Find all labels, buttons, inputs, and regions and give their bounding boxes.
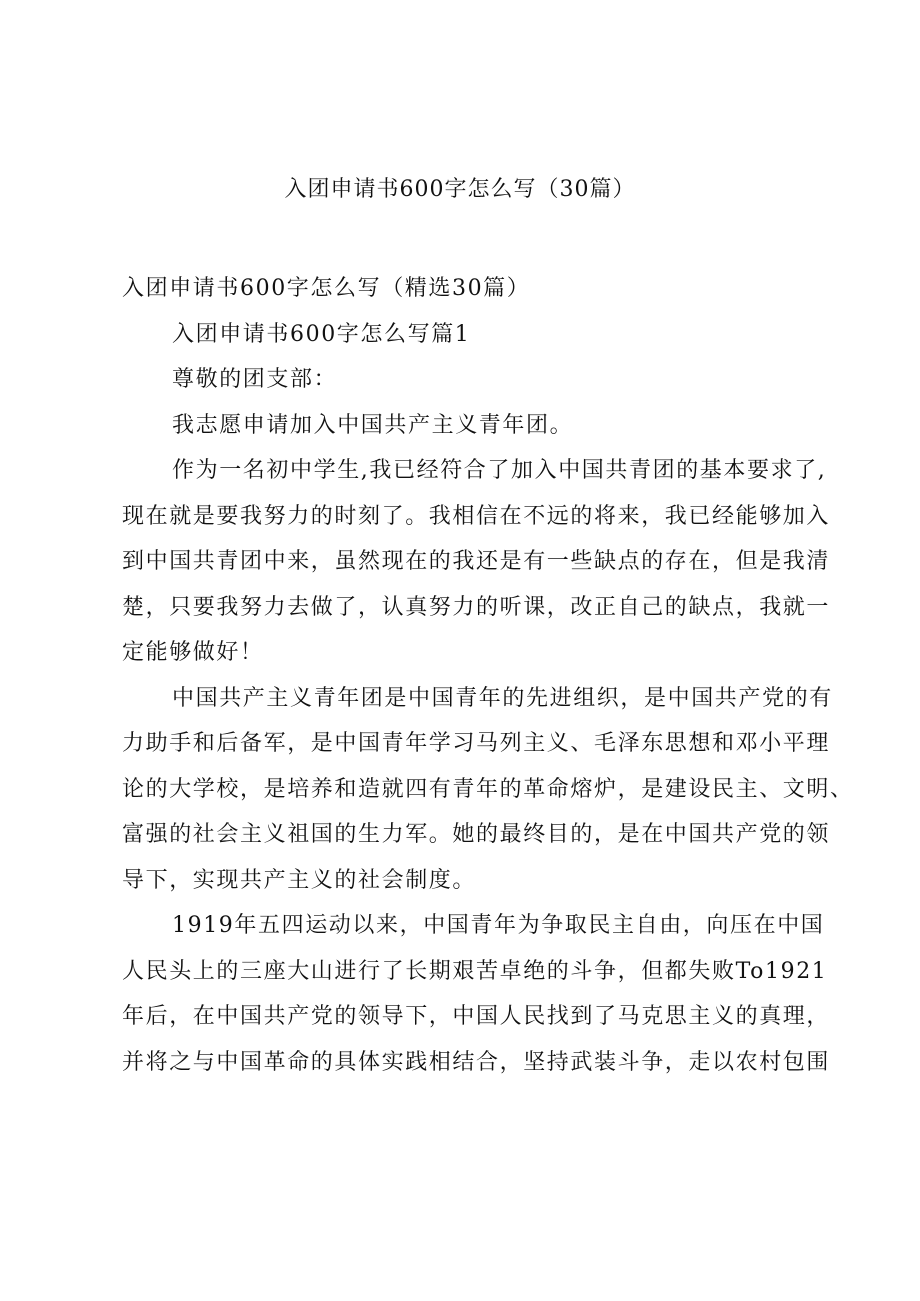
text-line: 到中国共青团中来，虽然现在的我还是有一些缺点的存在，但是我清 [122, 549, 831, 574]
text-line: 中国共产主义青年团是中国青年的先进组织，是中国共产党的有 [172, 685, 833, 711]
text-line: 并将之与中国革命的具体实践相结合，坚持武装斗争，走以农村包围 [122, 1049, 831, 1075]
text-line: 力助手和后备军，是中国青年学习马列主义、毛泽东思想和邓小平理 [122, 731, 831, 756]
text-line: 富强的社会主义祖国的生力军。她的最终目的，是在中国共产党的领 [122, 822, 831, 847]
document-body [122, 266, 854, 1085]
text-line: 论的大学校，是培养和造就四有青年的革命熔炉，是建设民主、文明、 [122, 776, 854, 802]
text-line: 现在就是要我努力的时刻了。我相信在不远的将来，我已经能够加入 [122, 503, 831, 529]
document-title: 入团申请书600字怎么写（30篇） [284, 177, 636, 202]
text-line: 定能够做好！ [122, 640, 264, 665]
salutation: 尊敬的团支部： [172, 367, 338, 392]
text-line: 1919年五四运动以来，中国青年为争取民主自由，向压在中国 [172, 913, 825, 938]
section-heading: 入团申请书600字怎么写篇1 [172, 321, 471, 347]
subtitle-line: 入团申请书600字怎么写（精选30篇） [122, 276, 531, 301]
text-line: 年后，在中国共产党的领导下，中国人民找到了马克思主义的真理， [122, 1004, 831, 1029]
text-line: 作为一名初中学生,我已经符合了加入中国共青团的基本要求了, [172, 458, 827, 483]
text-line: 导下，实现共产主义的社会制度。 [122, 867, 477, 893]
text-line: 人民头上的三座大山进行了长期艰苦卓绝的斗争，但都失败To1921 [122, 958, 828, 984]
text-line: 我志愿申请加入中国共产主义青年团。 [172, 412, 574, 438]
text-line: 楚，只要我努力去做了，认真努力的听课，改正自己的缺点，我就一 [122, 594, 831, 620]
